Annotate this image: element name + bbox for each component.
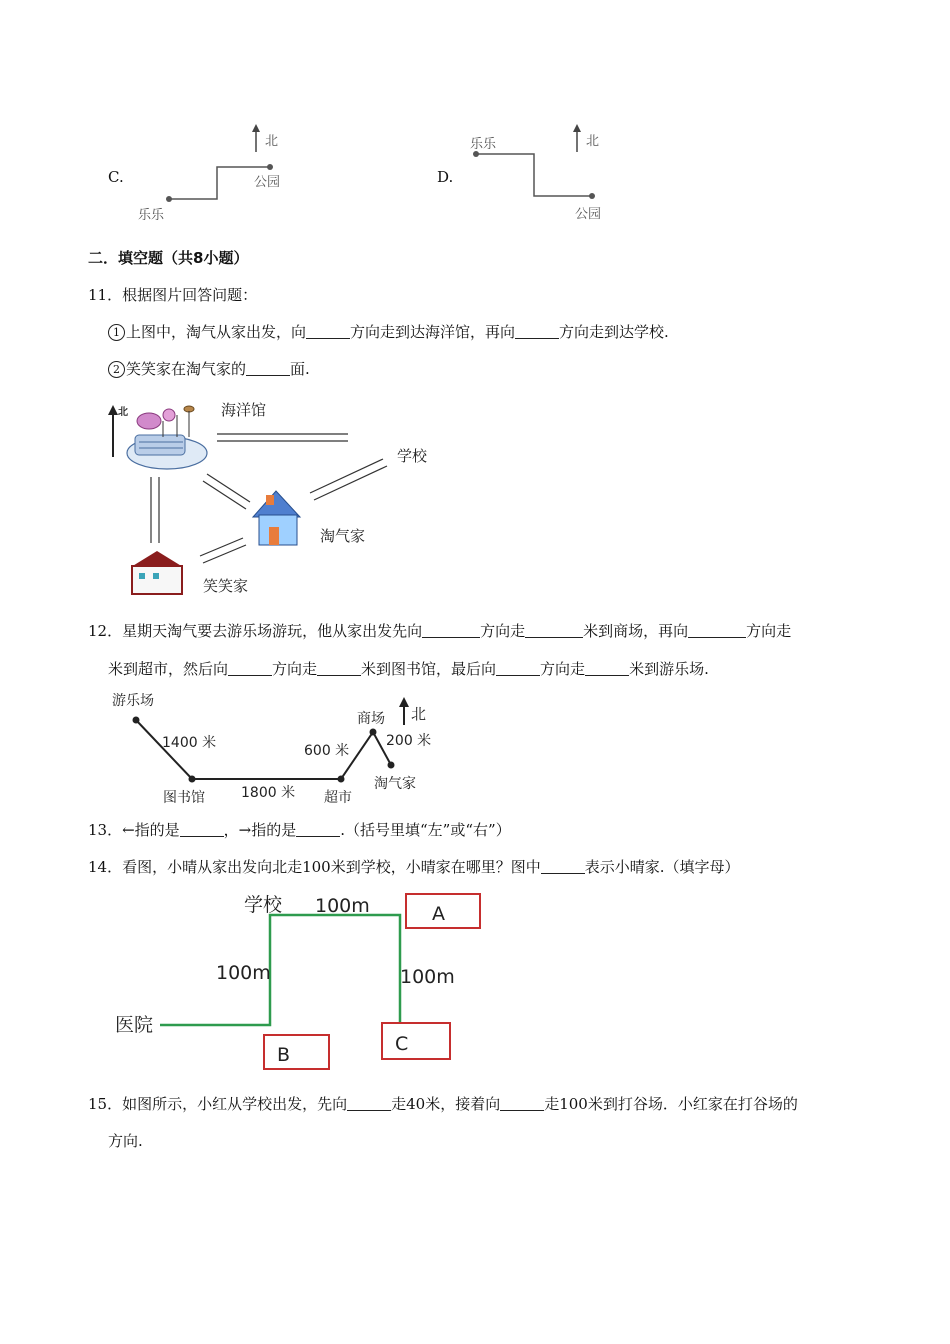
q12-mall: 商场 xyxy=(357,711,385,727)
q14-d-right: 100m xyxy=(400,966,455,988)
q11-number: 11． xyxy=(88,286,123,304)
q14-box-b: B xyxy=(277,1044,291,1066)
q12-blank-5[interactable] xyxy=(317,661,361,676)
q11-item-2-text-a: 笑笑家在淘气家的 xyxy=(126,360,247,378)
q14-blank-1[interactable] xyxy=(541,859,585,874)
q12-blank-7[interactable] xyxy=(585,661,629,676)
q11-item-1 xyxy=(108,322,669,342)
option-c-label: C. xyxy=(108,168,124,186)
q11-item-1-text-c: 方向走到达学校. xyxy=(559,323,669,341)
q15-blank-1[interactable] xyxy=(347,1096,391,1111)
q11-item-1-marker: 1 xyxy=(108,324,125,341)
q15-line-2: 方向. xyxy=(108,1132,143,1150)
q11-blank-3[interactable] xyxy=(246,361,290,376)
q12-taoqi-home: 淘气家 xyxy=(374,776,416,792)
q13-text-a: ←指的是 xyxy=(122,821,180,839)
q14-school: 学校 xyxy=(244,894,283,916)
q12-blank-3[interactable] xyxy=(688,623,746,638)
q12-line-1 xyxy=(88,621,791,641)
q12-d1: 1400 米 xyxy=(162,735,217,751)
q11-blank-2[interactable] xyxy=(515,324,559,339)
q13-number: 13． xyxy=(88,821,123,839)
option-d-north: 北 xyxy=(586,134,600,149)
q15-line-1 xyxy=(88,1094,798,1114)
q12-line-2 xyxy=(108,659,709,679)
option-d-end: 公园 xyxy=(575,207,602,222)
q14-text-b: 表示小晴家.（填字母） xyxy=(584,858,740,876)
q12-number: 12． xyxy=(88,622,123,640)
q12-d3: 600 米 xyxy=(304,743,350,759)
q12-blank-1[interactable] xyxy=(422,623,480,638)
q12-d2: 1800 米 xyxy=(241,785,296,801)
q11-aquarium-label: 海洋馆 xyxy=(221,401,267,419)
q11-prompt-text: 根据图片回答问题： xyxy=(122,286,258,304)
box-b xyxy=(264,1035,329,1069)
q11-map xyxy=(105,395,445,605)
q11-xiaoxiao-label: 笑笑家 xyxy=(203,577,249,595)
q15-text-c: 走100米到打谷场．小红家在打谷场的 xyxy=(544,1095,798,1113)
q11-item-2 xyxy=(108,359,310,379)
option-c-north: 北 xyxy=(265,134,279,149)
option-d-start: 乐乐 xyxy=(470,137,497,152)
section-title: 二．填空题（共8小题） xyxy=(88,249,249,267)
q12-text-e: 米到超市，然后向 xyxy=(108,660,229,678)
q13-blank-2[interactable] xyxy=(296,822,340,837)
q12-text-a: 星期天淘气要去游乐场游玩，他从家出发先向 xyxy=(122,622,423,640)
q12-text-d: 方向走 xyxy=(746,622,792,640)
q11-item-2-marker: 2 xyxy=(108,361,125,378)
taoqi-home-icon xyxy=(253,491,300,545)
q12-blank-4[interactable] xyxy=(228,661,272,676)
q12-north: 北 xyxy=(411,705,427,723)
q14-route-map xyxy=(110,885,500,1075)
q12-blank-6[interactable] xyxy=(496,661,540,676)
q11-taoqi-label: 淘气家 xyxy=(320,527,366,545)
q12-d4: 200 米 xyxy=(386,733,432,749)
q11-school-label: 学校 xyxy=(397,447,428,465)
q13 xyxy=(88,820,511,840)
box-c xyxy=(382,1023,450,1059)
q12-text-i: 米到游乐场. xyxy=(629,660,709,678)
q13-text-c: .（括号里填“左”或“右”） xyxy=(340,821,511,839)
q13-blank-1[interactable] xyxy=(180,822,224,837)
q12-library: 图书馆 xyxy=(163,790,205,806)
q15-blank-2[interactable] xyxy=(500,1096,544,1111)
q15-text-b: 走40米，接着向 xyxy=(391,1095,501,1113)
q14-number: 14． xyxy=(88,858,123,876)
q12-supermarket: 超市 xyxy=(324,790,352,806)
q11-blank-1[interactable] xyxy=(306,324,350,339)
q11-item-1-text-b: 方向走到达海洋馆，再向 xyxy=(350,323,516,341)
q14-text-a: 看图，小晴从家出发向北走100米到学校，小晴家在哪里？图中 xyxy=(122,858,541,876)
q14-box-c: C xyxy=(395,1033,409,1055)
q12-text-g: 米到图书馆，最后向 xyxy=(361,660,497,678)
q12-text-h: 方向走 xyxy=(540,660,586,678)
q12-amusement-park: 游乐场 xyxy=(112,693,154,709)
q13-text-b: ，→指的是 xyxy=(223,821,297,839)
xiaoxiao-home-icon xyxy=(131,551,183,594)
q15-text-a: 如图所示，小红从学校出发，先向 xyxy=(122,1095,348,1113)
q14-box-a: A xyxy=(432,903,445,925)
q11-item-2-text-b: 面. xyxy=(290,360,310,378)
option-c-start: 乐乐 xyxy=(138,208,165,223)
q14-d-top: 100m xyxy=(315,895,370,917)
option-c-diagram xyxy=(132,122,302,232)
q14-d-left: 100m xyxy=(216,962,271,984)
option-d-label: D. xyxy=(437,168,454,186)
aquarium-icon xyxy=(127,406,207,469)
q12-text-f: 方向走 xyxy=(272,660,318,678)
option-d-diagram xyxy=(462,122,632,232)
q11-item-1-text-a: 上图中，淘气从家出发，向 xyxy=(126,323,307,341)
q12-text-c: 米到商场，再向 xyxy=(583,622,689,640)
q15-number: 15． xyxy=(88,1095,123,1113)
q12-text-b: 方向走 xyxy=(480,622,526,640)
q14-hospital: 医院 xyxy=(115,1014,154,1036)
q12-route-map xyxy=(108,688,448,813)
q14 xyxy=(88,857,740,877)
option-c-end: 公园 xyxy=(254,175,281,190)
q11-north: 北 xyxy=(118,407,128,418)
q11-prompt xyxy=(88,285,257,305)
q12-blank-2[interactable] xyxy=(525,623,583,638)
